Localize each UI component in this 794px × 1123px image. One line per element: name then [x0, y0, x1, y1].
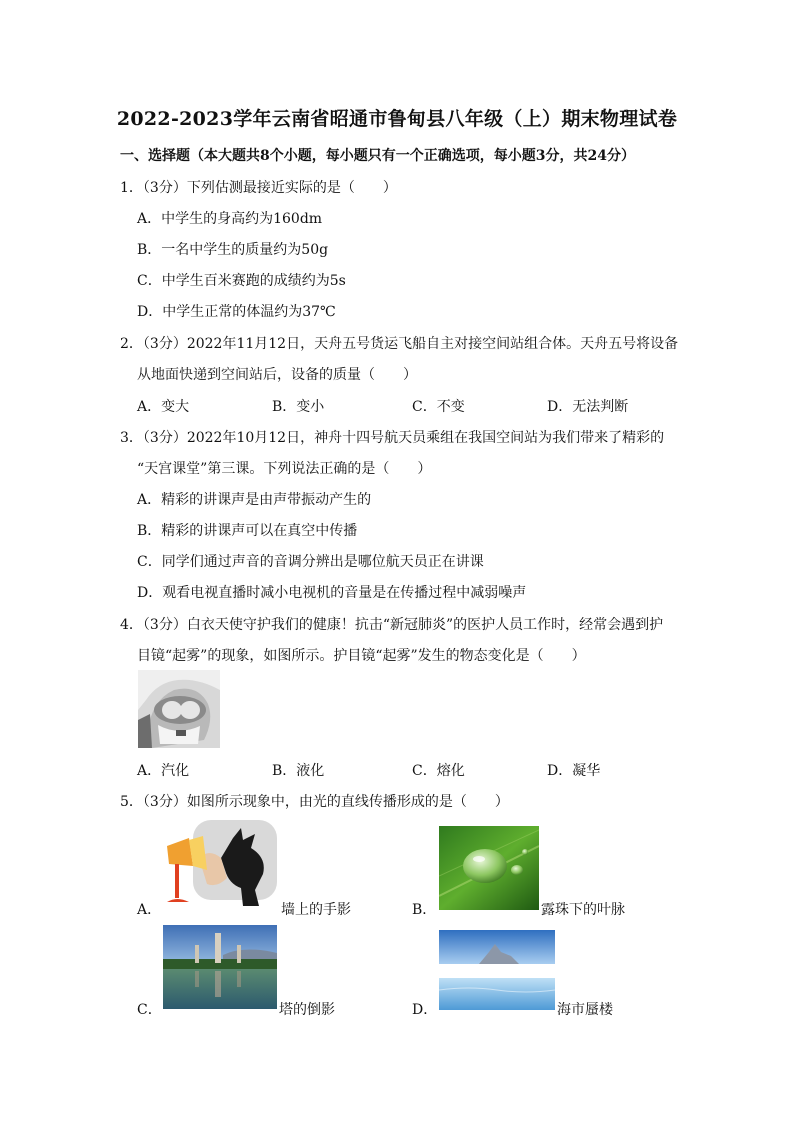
q5-caption-c: 塔的倒影 — [279, 1002, 335, 1018]
section-heading: 一、选择题（本大题共8个小题，每小题只有一个正确选项，每小题3分，共24分） — [120, 148, 635, 164]
q2-option-d[interactable]: D．无法判断 — [547, 399, 629, 415]
q5-caption-a: 墙上的手影 — [281, 902, 351, 918]
page-title: 2022-2023学年云南省昭通市鲁甸县八年级（上）期末物理试卷 — [116, 108, 678, 130]
q5-option-b[interactable]: B． — [412, 902, 437, 918]
q3-stem-line1: 3．（3分）2022年10月12日，神舟十四号航天员乘组在我国空间站为我们带来了精彩的 — [120, 430, 665, 446]
dew-leaf-photo — [439, 826, 539, 910]
q4-stem-line2: 目镜“起雾”的现象，如图所示。护目镜“起雾”发生的物态变化是（ ） — [137, 648, 586, 664]
mirage-photo — [439, 930, 555, 1010]
q3-option-d[interactable]: D．观看电视直播时减小电视机的音量是在传播过程中减弱噪声 — [137, 585, 527, 601]
q2-option-b[interactable]: B．变小 — [272, 399, 325, 415]
q3-option-c[interactable]: C．同学们通过声音的音调分辨出是哪位航天员正在讲课 — [137, 554, 484, 570]
q4-option-b[interactable]: B．液化 — [272, 763, 325, 779]
q3-option-b[interactable]: B．精彩的讲课声可以在真空中传播 — [137, 523, 358, 539]
q1-option-b[interactable]: B．一名中学生的质量约为50g — [137, 242, 329, 258]
q3-option-a[interactable]: A．精彩的讲课声是由声带振动产生的 — [137, 492, 372, 508]
q5-caption-d: 海市蜃楼 — [557, 1002, 613, 1018]
hand-shadow-photo — [163, 818, 279, 914]
q1-option-c[interactable]: C．中学生百米赛跑的成绩约为5s — [137, 273, 346, 289]
q5-option-c[interactable]: C． — [137, 1002, 162, 1018]
q1-option-d[interactable]: D．中学生正常的体温约为37℃ — [137, 304, 336, 320]
q5-stem: 5．（3分）如图所示现象中，由光的直线传播形成的是（ ） — [120, 794, 509, 810]
q5-option-a[interactable]: A． — [137, 902, 162, 918]
q2-stem-line1: 2．（3分）2022年11月12日，天舟五号货运飞船自主对接空间站组合体。天舟五号将设备 — [120, 336, 679, 352]
q5-caption-b: 露珠下的叶脉 — [541, 902, 625, 918]
q1-stem: 1．（3分）下列估测最接近实际的是（ ） — [120, 180, 397, 196]
q4-option-c[interactable]: C．熔化 — [412, 763, 465, 779]
q1-option-a[interactable]: A．中学生的身高约为160dm — [137, 211, 323, 227]
q2-option-a[interactable]: A．变大 — [137, 399, 190, 415]
q2-option-c[interactable]: C．不变 — [412, 399, 465, 415]
pagoda-reflection-photo — [163, 925, 277, 1009]
q2-stem-line2: 从地面快递到空间站后，设备的质量（ ） — [137, 367, 417, 383]
goggles-photo — [138, 670, 220, 748]
q4-option-d[interactable]: D．凝华 — [547, 763, 601, 779]
q3-stem-line2: “天宫课堂”第三课。下列说法正确的是（ ） — [137, 461, 432, 477]
q5-option-d[interactable]: D． — [412, 1002, 438, 1018]
q4-stem-line1: 4．（3分）白衣天使守护我们的健康！抗击“新冠肺炎”的医护人员工作时，经常会遇到护 — [120, 617, 664, 633]
q4-option-a[interactable]: A．汽化 — [137, 763, 190, 779]
